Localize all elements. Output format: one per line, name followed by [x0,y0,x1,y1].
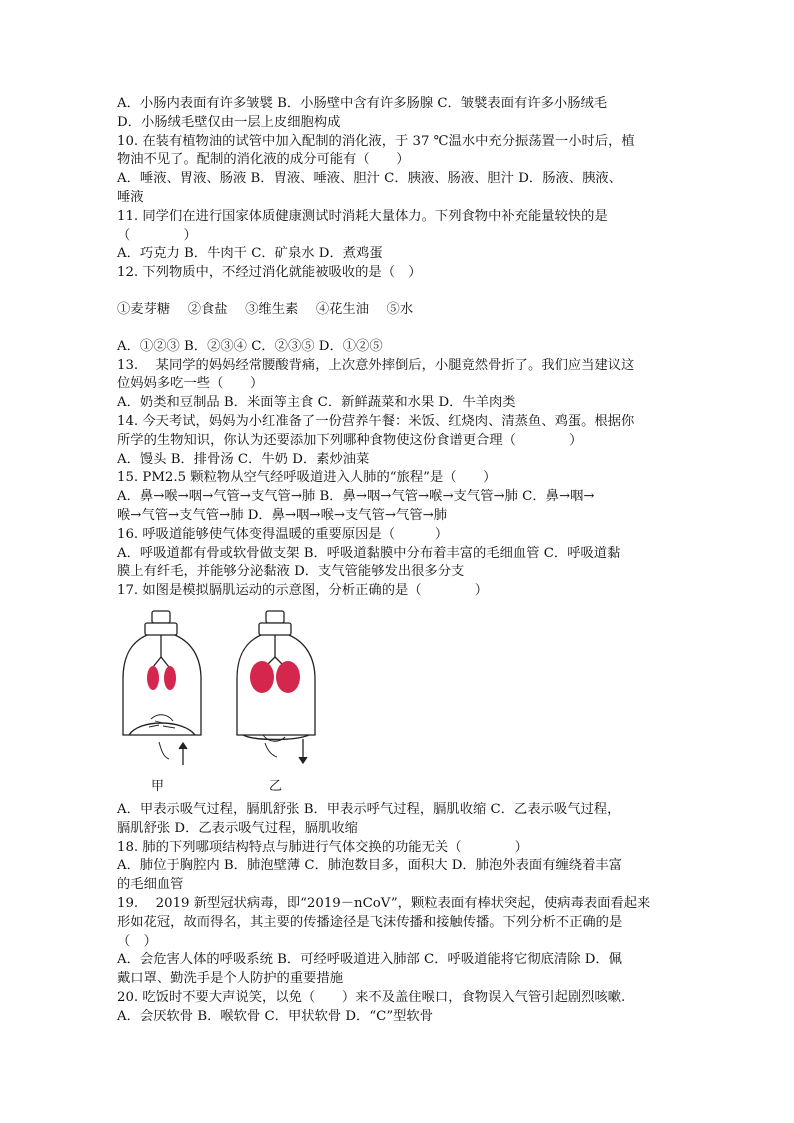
line: 形如花冠，故而得名，其主要的传播途径是飞沫传播和接触传播。下列分析不正确的是 [117,914,623,930]
caption-yi: 乙 [269,778,283,794]
line: A．鼻→喉→咽→气管→支气管→肺 B．鼻→咽→气管→喉→支气管→肺 C．鼻→咽→ [117,489,595,505]
line: 10. 在装有植物油的试管中加入配制的消化液，于 37 ℃温水中充分振荡置一小时后，植 [117,133,635,149]
line: A．①②③ B．②③④ C．②③⑤ D．①②⑤ [117,338,383,354]
q12-options: ①麦芽糖 ②食盐 ③维生素 ④花生油 ⑤水 [117,301,414,317]
line: （ ） [117,227,197,243]
line: 18. 肺的下列哪项结构特点与肺进行气体交换的功能无关（ ） [117,839,528,855]
line: A．会厌软骨 B．喉软骨 C．甲状软骨 D．“C”型软骨 [117,1008,434,1024]
line: A．小肠内表面有许多皱襞 B．小肠壁中含有许多肠腺 C．皱襞表面有许多小肠绒毛 [117,96,608,111]
line: 戴口罩、勤洗手是个人防护的重要措施 [117,971,344,987]
bell-jar-figures [117,607,337,797]
line: 膈肌舒张 D．乙表示吸气过程，膈肌收缩 [117,820,358,836]
line: A．巧克力 B．牛肉干 C．矿泉水 D．煮鸡蛋 [117,246,383,262]
line: 11. 同学们在进行国家体质健康测试时消耗大量体力。下列食物中补充能量较快的是 [117,208,608,224]
line: A．奶类和豆制品 B．米面等主食 C．新鲜蔬菜和水果 D．牛羊肉类 [117,395,516,411]
line: A．馒头 B．排骨汤 C．牛奶 D．素炒油菜 [117,451,370,467]
line: 17. 如图是模拟膈肌运动的示意图，分析正确的是（ ） [117,583,489,599]
line: 19. 2019 新型冠状病毒，即“2019－nCoV”，颗粒表面有棒状突起，使病毒表面看起来 [117,895,651,911]
line: 所学的生物知识，你认为还要添加下列哪种食物使这份食谱更合理（ ） [117,432,583,448]
line: 位妈妈多吃一些（ ） [117,376,264,392]
line: 喉→气管→支气管→肺 D．鼻→咽→喉→支气管→气管→肺 [117,507,448,523]
caption-jia: 甲 [151,778,165,794]
line: 唾液 [117,189,144,205]
lung-right-jia [164,666,176,690]
lung-left-jia [147,666,159,690]
line: A．会危害人体的呼吸系统 B．可经呼吸道进入肺部 C．呼吸道能将它彻底清除 D．佩 [117,952,622,968]
jar-yi [237,611,315,763]
line: 15. PM2.5 颗粒物从空气经呼吸道进入人肺的“旅程”是（ ） [117,470,497,486]
exam-page [117,95,677,1026]
line: A．呼吸道都有骨或软骨做支架 B．呼吸道黏膜中分布着丰富的毛细血管 C．呼吸道黏 [117,545,621,561]
jar-jia [123,611,201,765]
lung-left-yi [250,661,274,693]
line: 20. 吃饭时不要大声说笑，以免（ ）来不及盖住喉口，食物误入气管引起剧烈咳嗽. [117,989,626,1005]
diaphragm-model-diagram [117,607,677,797]
line: D．小肠绒毛壁仅由一层上皮细胞构成 [117,114,341,130]
line: A．唾液、胃液、肠液 B．胃液、唾液、胆汁 C．胰液、肠液、胆汁 D．肠液、胰液、 [117,171,622,187]
line: （ ） [117,933,157,949]
line: A．肺位于胸腔内 B．肺泡壁薄 C．肺泡数目多，面积大 D．肺泡外表面有缠绕着丰富 [117,858,622,874]
line: 12. 下列物质中，不经过消化就能被吸收的是（ ） [117,265,422,281]
line: 16. 呼吸道能够使气体变得温暖的重要原因是（ ） [117,526,449,542]
lung-right-yi [276,661,300,693]
line: 13. 某同学的妈妈经常腰酸背痛，上次意外摔倒后，小腿竟然骨折了。我们应当建议这 [117,357,635,373]
line: 膜上有纤毛，并能够分泌黏液 D．支气管能够发出很多分支 [117,564,465,580]
line: A．甲表示吸气过程，膈肌舒张 B．甲表示呼气过程，膈肌收缩 C．乙表示吸气过程， [117,801,621,817]
line: 14. 今天考试，妈妈为小红准备了一份营养午餐：米饭、红烧肉、清蒸鱼、鸡蛋。根据你 [117,413,635,429]
line: 物油不见了。配制的消化液的成分可能有（ ） [117,152,410,168]
line: 的毛细血管 [117,877,184,893]
